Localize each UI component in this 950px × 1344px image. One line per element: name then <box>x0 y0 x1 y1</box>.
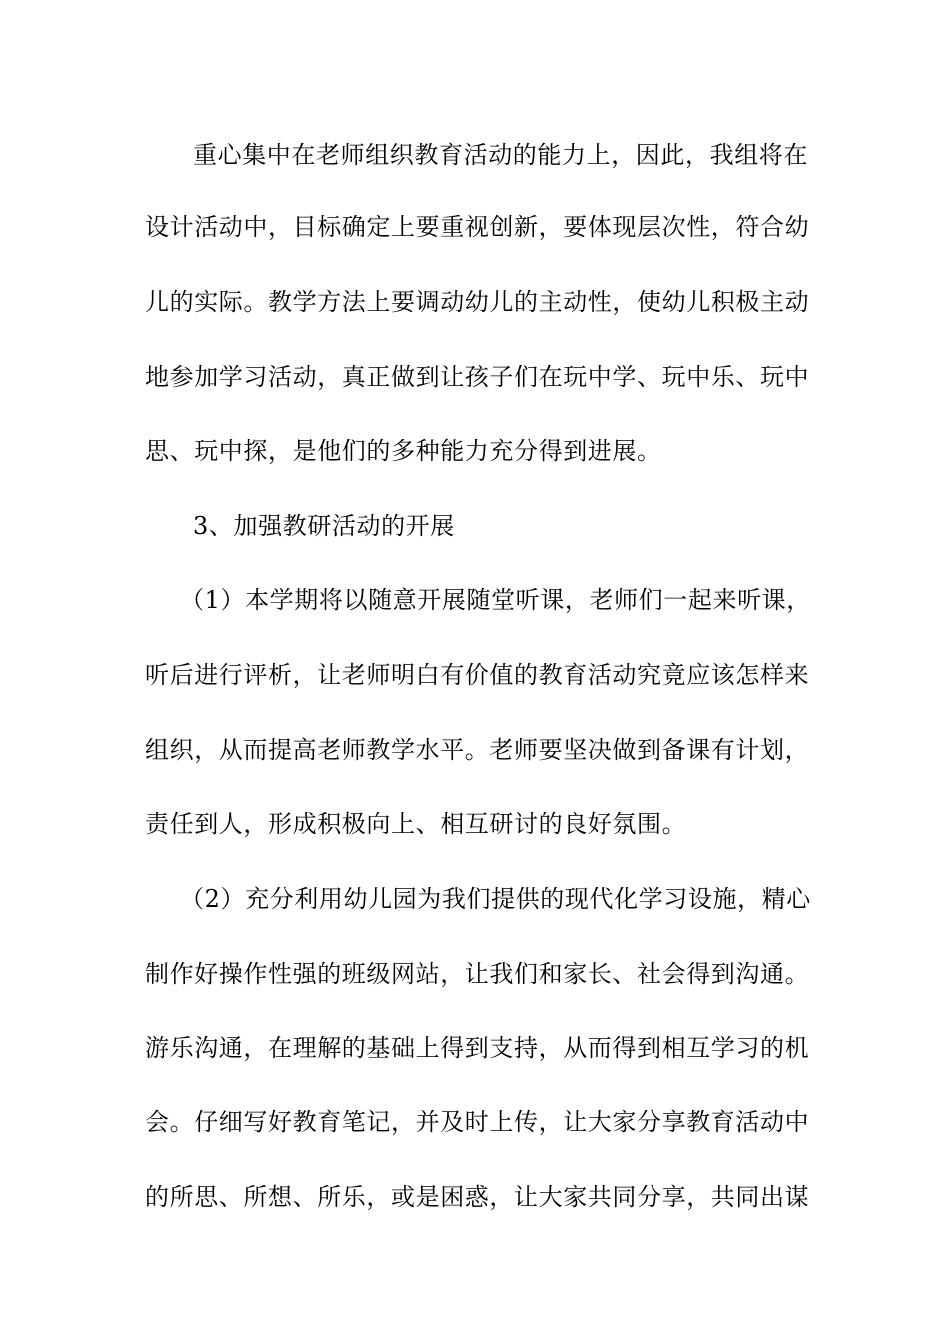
paragraph-line-2: 设计活动中，目标确定上要重视创新，要体现层次性，符合幼 <box>145 213 810 241</box>
paragraph-line-9: 组织，从而提高老师教学水平。老师要坚决做到备课有计划， <box>145 736 810 764</box>
paragraph-line-3: 儿的实际。教学方法上要调动幼儿的主动性，使幼儿积极主动 <box>145 288 810 316</box>
paragraph-line-14: 会。仔细写好教育笔记，并及时上传，让大家分享教育活动中 <box>145 1108 810 1136</box>
paragraph-line-11: （2）充分利用幼儿园为我们提供的现代化学习设施，精心 <box>180 885 811 913</box>
section-heading: 3、加强教研活动的开展 <box>193 512 455 540</box>
paragraph-line-12: 制作好操作性强的班级网站，让我们和家长、社会得到沟通。 <box>145 960 810 988</box>
paragraph-line-1: 重心集中在老师组织教育活动的能力上，因此，我组将在 <box>193 141 808 169</box>
paragraph-line-7: （1）本学期将以随意开展随堂听课，老师们一起来听课， <box>180 586 811 614</box>
paragraph-line-5: 思、玩中探，是他们的多种能力充分得到进展。 <box>145 437 662 465</box>
paragraph-line-10: 责任到人，形成积极向上、相互研讨的良好氛围。 <box>145 810 687 838</box>
paragraph-line-4: 地参加学习活动，真正做到让孩子们在玩中学、玩中乐、玩中 <box>145 363 810 391</box>
paragraph-line-13: 游乐沟通，在理解的基础上得到支持，从而得到相互学习的机 <box>145 1034 810 1062</box>
paragraph-line-15: 的所思、所想、所乐，或是困惑，让大家共同分享，共同出谋 <box>145 1183 810 1211</box>
paragraph-line-8: 听后进行评析，让老师明白有价值的教育活动究竟应该怎样来 <box>145 661 810 689</box>
